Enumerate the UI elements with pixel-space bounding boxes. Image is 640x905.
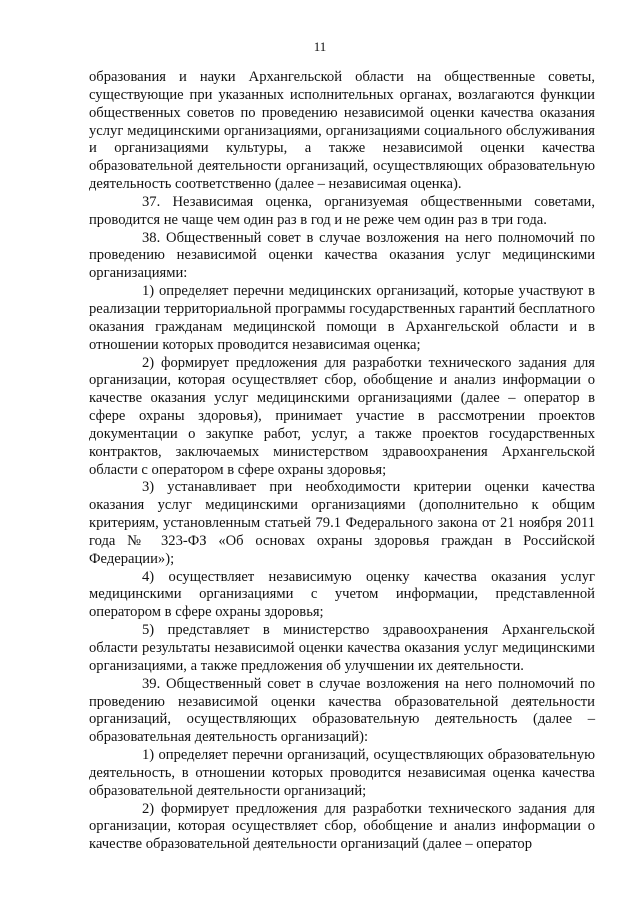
paragraph-item-38: 38. Общественный совет в случае возложения на него полномочий по проведению независимой оценки качества оказания услуг медицинскими организациями: [89,229,595,282]
paragraph-39-subitem-1: 1) определяет перечни организаций, осуществляющих образовательную деятельность, в отношении которых проводится независимая оценка качества образовательной деятельности организаций; [89,747,595,799]
paragraph-39-subitem-2: 2) формирует предложения для разработки технического задания для организации, которая осуществляет сбор, обобщение и анализ информации о качестве образовательной деятельности организаций (далее – оператор [89,800,595,853]
paragraph-item-37: 37. Независимая оценка, организуемая общественными советами, проводится не чаще чем один раз в год и не реже чем один раз в три года. [89,193,595,228]
paragraph-38-subitem-2: 2) формирует предложения для разработки технического задания для организации, которая осуществляет сбор, обобщение и анализ информации о качестве оказания услуг медицинскими организациями (далее – оператор в сфере охраны здоровья), принимает участие в рассмотрении проектов документации о закупке работ, услуг, а также проектов государственных контрактов, заключаемых министерством здравоохранения Архангельской области с оператором в сфере охраны здоровья; [89,354,595,478]
paragraph-continuation: образования и науки Архангельской области на общественные советы, существующие при указанных исполнительных органах, возлагаются функции общественных советов по проведению независимой оценки качества оказания услуг медицинскими организациями, организациями социального обслуживания и организациями культуры, а также независимой оценки качества образовательной деятельности организаций, осуществляющих образовательную деятельность соответственно (далее – независимая оценка). [89,69,595,193]
paragraph-38-subitem-5: 5) представляет в министерство здравоохранения Архангельской области результаты независимой оценки качества оказания услуг медицинскими организациями, а также предложения об улучшении их деятельности. [89,622,595,674]
page-number: 11 [313,39,327,54]
document-body [89,69,595,854]
paragraph-38-subitem-3: 3) устанавливает при необходимости критерии оценки качества оказания услуг медицинскими организациями (дополнительно к общим критериям, установленным статьей 79.1 Федерального закона от 21 ноября 2011 года № 323-ФЗ «Об основах охраны здоровья граждан в Российской Федерации»); [89,479,595,567]
paragraph-38-subitem-1: 1) определяет перечни медицинских организаций, которые участвуют в реализации территориальной программы государственных гарантий бесплатного оказания гражданам медицинской помощи в Архангельской области и в отношении которых проводится независимая оценка; [89,283,595,353]
paragraph-item-39: 39. Общественный совет в случае возложения на него полномочий по проведению независимой оценки качества образовательной деятельности организаций, осуществляющих образовательную деятельность (далее – образовательная деятельность организаций): [89,675,595,746]
paragraph-38-subitem-4: 4) осуществляет независимую оценку качества оказания услуг медицинскими организациями с учетом информации, представленной оператором в сфере охраны здоровья; [89,568,595,621]
